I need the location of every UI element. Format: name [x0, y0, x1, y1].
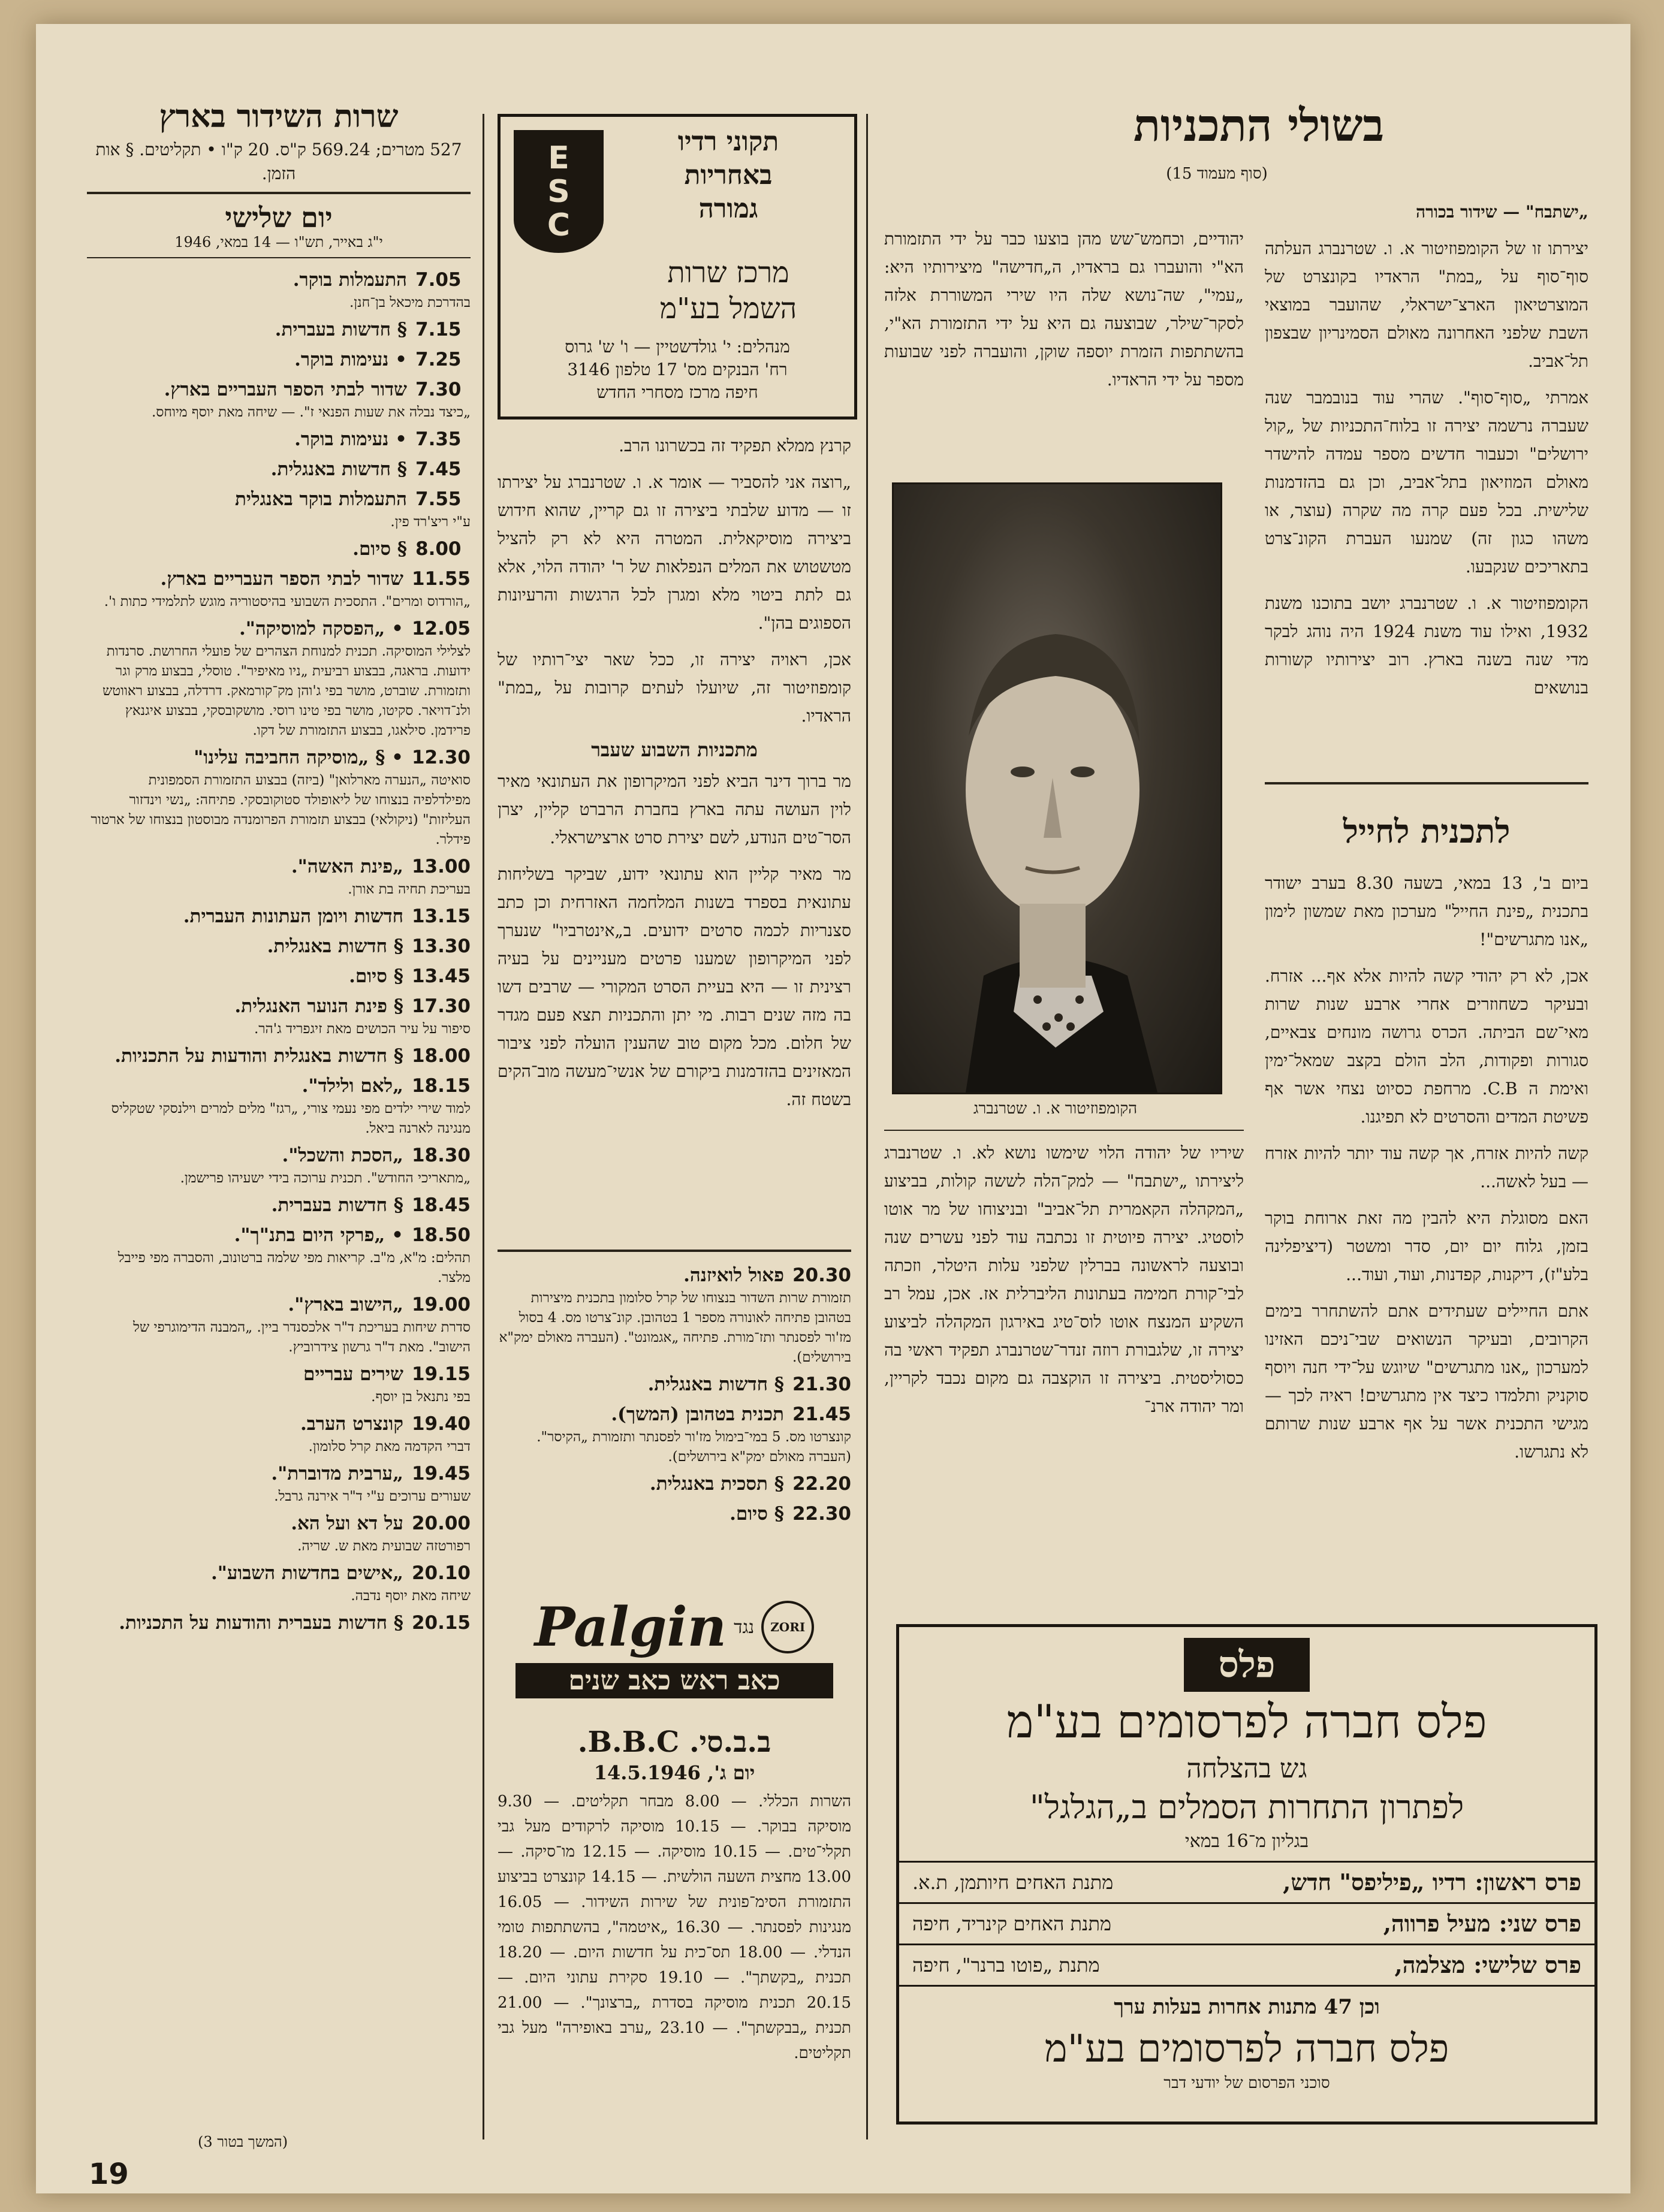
schedule-row — [87, 376, 471, 403]
schedule-time: 19.00 — [411, 1294, 471, 1315]
schedule-time: 20.30 — [792, 1265, 851, 1286]
schedule-time: 18.50 — [411, 1224, 471, 1246]
schedule-row — [87, 853, 471, 880]
schedule-row — [87, 267, 471, 293]
schedule-time: 7.35 — [415, 428, 462, 450]
schedule-note: סיפור על עיר הכושים מאת זיגפריד ג'הר. — [254, 1021, 471, 1037]
schedule-program: § חדשות בעברית. — [271, 1194, 403, 1216]
schedule-row — [498, 1371, 851, 1398]
prize-main — [1283, 1869, 1581, 1896]
schedule-row — [498, 1471, 851, 1497]
page-number: 19 — [89, 2157, 129, 2191]
schedule-note: תזמורת שרות השדור בנצוחו של קרל סלומון בתכנית מיצירות בטהובן פתיחה לאונורה מספר 1 בטהובן. קונ־צרטו מס. 4 בסול מז'ור לפסנתר ותז־מורת. פתיחה „אגמונט". (העברה מאולם ימק"א בירושלים). — [499, 1290, 851, 1365]
ad-company: מרכז שרות — [667, 256, 789, 289]
schedule-note: ע"י ריצ'רד פין. — [390, 514, 471, 530]
schedule-note: שיחה מאת יוסף נדבה. — [351, 1588, 471, 1604]
schedule-row — [87, 903, 471, 930]
schedule-time: 20.10 — [411, 1562, 471, 1584]
schedule-program: • נעימות בוקר. — [294, 349, 407, 370]
bbc-date: יום ג', 14.5.1946 — [593, 1761, 755, 1784]
article-title: בשולי התכניות — [1133, 100, 1385, 152]
paragraph: מר ברוך דינר הביא לפני המיקרופון את העתונאי מאיר לוין העושה עתה בארץ בחברת הרברט קליין, יצרן הסר־טים הנודע, לשם יצירת סרט ארצישראלי. — [498, 771, 851, 847]
schedule-program: § חדשות באנגלית. — [270, 458, 407, 480]
schedule-intro: 527 מטרים; 569.24 ק"ס. 20 ק"ו • תקליטים. § אות הזמן. — [95, 140, 462, 183]
schedule-time: 22.30 — [792, 1503, 851, 1525]
schedule-program: § פינת הנוער האנגלית. — [234, 995, 403, 1017]
schedule-note: שעורים ערוכים ע"י ד"ר אירנה גרבל. — [274, 1489, 471, 1504]
schedule-row — [87, 744, 471, 771]
schedule-program: § חדשות בעברית. — [275, 319, 407, 340]
schedule-row — [498, 1401, 851, 1428]
prize-donor: מתנת האחים חיותמן, ת.א. — [912, 1871, 1114, 1894]
schedule-time: 13.15 — [411, 906, 471, 927]
schedule-time: 18.15 — [411, 1075, 471, 1097]
schedule-program: התעמלות בוקר באנגלית — [235, 488, 407, 510]
pel-ad — [896, 1624, 1597, 2125]
divider — [884, 1130, 1244, 1131]
schedule-program: § חדשות באנגלית. — [647, 1374, 784, 1395]
schedule-time: 19.45 — [411, 1463, 471, 1484]
past-week-title: מתכניות השבוע שעבר — [591, 738, 758, 761]
article-lower-text: שיריו של יהודה הלוי שימשו נושא לא. ו. שטרנברג ליצירתו „ישתבח" — למק־הלה לששה קולות, בביצוע „המקהלה הקאמרית תל־אביב" ובניצוחו של מר אוטו לוסטיג. יצירה פיוטית זו נכתבה עוד לפני עשרים שנה ובוצעה לראשונה בברלין שלפני עלות היטלר, וזכתה לבי־קורת חמימה בעתונות הליברלית אז. אכן, עמל רב השקיע המנצח אוטו לוס־טיג באירגון המקהלה לביצוע יצירה זו, שלגבורת רוזה זנדר־שטרנברג תפקיד ראשי בה כסוליסטית. ביצירה זו הוקצבה גם מקום נכבד לקריין, ומר יהודה ארנ־ — [884, 1143, 1244, 1416]
prize-row — [899, 1863, 1594, 1904]
ad-headline: תקוני רדיו — [677, 126, 779, 157]
bbc-section — [498, 1723, 851, 2142]
schedule-time: 19.15 — [411, 1363, 471, 1385]
schedule-row — [87, 456, 471, 482]
schedule-row — [87, 1192, 471, 1218]
schedule-time: 13.45 — [411, 965, 471, 987]
divider — [498, 1250, 851, 1252]
schedule-time: 17.30 — [411, 995, 471, 1017]
prize-item: מעיל פרווה, — [1383, 1910, 1491, 1937]
schedule-note: תהלים: מ"א, מ"ב. קריאות מפי שלמה ברטונוב, והסברה מפי פייבל מלצר. — [117, 1250, 471, 1285]
paragraph: הקומפוזיטור א. ו. שטרנברג יושב בתוכנו משנת 1932, ואילו עוד משנת 1924 היה נוהג לבקר מדי שנה בשנה בארץ. רוב יצירותיו קשורות בנושאים — [1265, 593, 1588, 698]
article-continuation: (סוף מעמוד 15) — [1166, 165, 1268, 183]
paragraph: האם מסוגלת היא להבין מה זאת ארוחת בוקר בזמן, גלוח יום יום, סדר ומשטר (דיציפלינה בלע"ז), דיקנות, קפדנות, ועוד, ועוד... — [1265, 1208, 1588, 1284]
schedule-row — [87, 426, 471, 452]
schedule-program: • „פרקי היום בתנ"ך". — [234, 1224, 403, 1246]
newspaper-page — [36, 24, 1630, 2193]
schedule-row — [87, 1460, 471, 1487]
ad-managers: מנהלים: י' גולדשטיין — ו' ש' גרוס — [565, 337, 790, 357]
schedule-list — [87, 267, 471, 1636]
schedule-program: התעמלות בוקר. — [293, 269, 407, 291]
schedule-time: 13.30 — [411, 936, 471, 957]
divider — [1265, 782, 1588, 784]
ad-headline: גמורה — [698, 194, 758, 224]
logo-letter: E — [548, 140, 569, 176]
schedule-row — [87, 1043, 471, 1069]
schedule-program: שדור לבתי הספר העבריים בארץ. — [160, 568, 403, 590]
schedule-note: למוד שירי ילדים מפי נעמי צורי, „רגז" מלים למרים וילנסקי שטקליס מנגינה לארנה ביאל. — [111, 1101, 471, 1136]
radio-repair-ad — [498, 114, 857, 420]
schedule-program: • „הפסקה למוסיקה". — [239, 618, 403, 639]
schedule-program: § סיום. — [352, 538, 407, 560]
pel-line3: בגליון מ־16 במאי — [1184, 1831, 1309, 1852]
logo-letter: S — [547, 173, 570, 210]
late-schedule — [498, 1259, 851, 1576]
divider — [87, 192, 471, 194]
schedule-row — [87, 346, 471, 373]
zori-badge — [761, 1601, 814, 1653]
schedule-time: 20.15 — [411, 1612, 471, 1634]
schedule-note: בהדרכת מיכאל בן־חנן. — [349, 295, 471, 310]
schedule-program: חדשות ויומן העתונות העברית. — [183, 906, 403, 927]
schedule-time: 18.00 — [411, 1045, 471, 1067]
palgin-ad — [516, 1591, 833, 1711]
schedule-row — [87, 536, 471, 562]
schedule-row — [87, 1361, 471, 1387]
schedule-program: § סיום. — [729, 1503, 784, 1525]
palgin-sub: נגד — [734, 1616, 755, 1638]
schedule-note: „מתאריכי החודש". תכנית ערוכה בידי ישעיהו פרישמן. — [180, 1170, 471, 1186]
schedule-day: יום שלישי — [225, 201, 333, 234]
paragraph: אתם החיילים שעתידים אתם להשתחרר בימים הקרובים, ובעיקר הנשואים שבי־ניכם האזינו למערכון „אנו מתגרשים" שיוגש על־ידי חנה ויוסף סוקניק ותלמדו כיצד אין מתגרשים! ראיה לכך — מגישי התכנית אשר על אף ארבע שנות שרותם לא נתגרשו. — [1265, 1301, 1588, 1462]
schedule-program: תכנית בטהובן (המשך). — [611, 1404, 784, 1425]
pel-more: וכן 47 מתנות אחרות בעלות ערך — [1114, 1995, 1380, 2019]
schedule-program: § תסכית באנגלית. — [649, 1473, 784, 1495]
composer-photo — [892, 482, 1222, 1094]
schedule-program: § חדשות בעברית והודעות על התכניות. — [119, 1612, 403, 1634]
paragraph: מר מאיר קליין הוא עתונאי ידוע, שביקר בשליחות עתונאית בספרד בשנות המלחמה האזרחית וכן כתב סצנריות לכמה סרטים ידועים. ב„אינטרביו" שנערך לפני המיקרופון שמענו פרטים מעניינים על בעיה רצינית זו — היא בעיית הסרט המקורי — שרבים דשו בה מזה שנים רבות. מי יתן והתכניות תצא פעם מגדר של חלום. מכל מקום טוב שהענין הועלה לפני ציבור המאזינים בהזדמנות ביקורם של אנשי־מעשה מוב־הקים בשטח זה. — [498, 864, 851, 1109]
schedule-note: סואיטה „הנערה מארלואן" (ביזה) בבצוע התזמורת הסמפונית מפילדלפיה בנצוחו של ליאופולד סטוקובסקי. פתיחה: „נשי וינדזור העליזות" (ניקולאי) בבצוע תזמורת הפרומנדה מבוסטון בנצוחו של ארטור פידלר. — [91, 772, 471, 847]
schedule-program: שדור לבתי הספר העבריים בארץ. — [164, 379, 407, 400]
pel-logo-text: פלס — [1218, 1644, 1276, 1686]
schedule-time: 11.55 — [411, 568, 471, 590]
schedule-date: י"ג באייר, תש"ו — 14 במאי, 1946 — [174, 234, 383, 251]
paragraph: „רוצה אני להסביר — אומר א. ו. שטרנברג על יצירתו זו — מדוע שלבתי ביצירה זו גם קריין, שהוא חידוש ביצירה מוסיקאלית. המטרה היא לא רק להציל מטשטוש את המלים הנפלאות של ר' יהודה הלוי, אלא גם לתת ביטוי מלא ומגרן לכל הרגשות והרעיונות הספוגים בהן". — [498, 472, 851, 633]
schedule-row — [87, 1610, 471, 1636]
paragraph: קשה להיות אזרח, אך קשה עוד יותר להיות אזרח — בעל לאשה... — [1265, 1143, 1588, 1191]
paragraph: אמרתי „סוף־סוף". שהרי עוד בנובמבר שנה שעברה נרשמה יצירה זו בלוח־התכניות של „קול ירושלים" וכעבור חדשים מספר עמדה להישדר מאולם המוזיאון בתל־אביב, וכן גם בהזדמנות שלישית. בכל פעם קרה מה שקרה (עוצר, או משהו כגון זה) שמנעו העברת הקונ־צרט בתאריכים שנקבעו. — [1265, 388, 1588, 577]
schedule-row — [87, 1291, 471, 1318]
schedule-program: על דא ועל הא. — [291, 1513, 403, 1534]
schedule-program: „הישוב בארץ". — [288, 1294, 403, 1315]
schedule-row — [87, 1073, 471, 1099]
paragraph: יצירתו זו של הקומפוזיטור א. ו. שטרנברג העלתה סוף־סוף על „במת" הראדיו בקונצרט של המוצרטיאון הארצ־ישראלי, שהועבר במוצאי השבת שלפני האחרונה מאולם הסמינריון שבצפון תל־אביב. — [1265, 239, 1588, 371]
prize-row — [899, 1945, 1594, 1987]
zori-label: ZORI — [770, 1620, 806, 1634]
schedule-row — [87, 486, 471, 512]
schedule-note: קונצרטו מס. 5 במי־בימול מז'ור לפסנתר ותזמורת „הקיסר". (העברה מאולם ימק"א בירושלים). — [536, 1429, 851, 1465]
schedule-time: 21.45 — [792, 1404, 851, 1425]
schedule-title: שרות השידור בארץ — [159, 98, 399, 135]
schedule-time: 7.45 — [415, 458, 462, 480]
schedule-row — [87, 1142, 471, 1169]
schedule-program: קונצרט הערב. — [300, 1413, 403, 1435]
ad-company: השמל בע"מ — [659, 292, 797, 325]
schedule-time: 7.05 — [415, 269, 462, 291]
schedule-time: 21.30 — [792, 1374, 851, 1395]
bbc-title: ב.ב.סי. B.B.C. — [577, 1725, 771, 1759]
prize-main — [1383, 1910, 1581, 1938]
subheading: „ישתבח" — שידור בכורה — [1416, 202, 1588, 222]
schedule-note: סדרת שיחות בעריכת ד"ר אלכסנדר ביין. „המבנה הדימוגרפי של הישוב". מאת ד"ר גרשון צידרוביץ. — [133, 1320, 471, 1355]
schedule-row — [87, 933, 471, 959]
schedule-program: פאול לואיזנה. — [683, 1265, 784, 1286]
pel-footer-title: פלס חברה לפרסומים בע"מ — [1044, 2027, 1449, 2071]
schedule-program: • נעימות בוקר. — [294, 428, 407, 450]
schedule-row — [87, 316, 471, 343]
schedule-row — [498, 1262, 851, 1288]
schedule-program: „הסכת והשכל". — [282, 1145, 403, 1166]
schedule-row — [87, 1411, 471, 1437]
schedule-time: 12.30 — [411, 747, 471, 768]
schedule-time: 7.25 — [415, 349, 462, 370]
article-left-column — [884, 225, 1244, 455]
schedule-row — [87, 1222, 471, 1248]
prize-label: פרס שלישי: — [1473, 1951, 1581, 1978]
schedule-time: 22.20 — [792, 1473, 851, 1495]
schedule-row — [87, 993, 471, 1019]
schedule-program: „ערבית מדוברת". — [271, 1463, 403, 1484]
portrait-image — [894, 484, 1220, 1093]
schedule-column — [87, 96, 471, 2127]
middle-column — [498, 431, 851, 1235]
schedule-note: לצלילי המוסיקה. תכנית למנוחת הצהרים של פועלי החרושת. סרנדות ידועות. בראגה, בבצוע רביעית „ניו מאיפיר". טוסלי, בבצוע מרק וגר ותזמורת. שוברט, מושר בפי ג'והן מק־קורמאק. דרדלה, בבצוע ראווטש ולנ־דויאר. סקיטו, מושר בפי טינו רוסי. מושקובסקי, בבצוע איגנאץ פרידמן. סילאגו, בבצוע התזמורת של דקו. — [102, 644, 471, 738]
soldier-title: לתכנית לחייל — [1343, 812, 1511, 850]
palgin-slogan: כאב ראש כאב שנים — [516, 1663, 833, 1698]
pel-line2: לפתרון התחרות הסמלים ב„הגלגל" — [1029, 1788, 1464, 1826]
schedule-time: 8.00 — [415, 538, 462, 560]
schedule-time: 18.30 — [411, 1145, 471, 1166]
schedule-time: 7.55 — [415, 488, 462, 510]
schedule-row — [87, 963, 471, 989]
prize-main — [1394, 1951, 1581, 1979]
prize-donor: מתנת „פוטו ברנר", חיפה — [912, 1954, 1100, 1976]
prize-row — [899, 1904, 1594, 1945]
schedule-row — [498, 1501, 851, 1527]
schedule-program: § סיום. — [349, 965, 403, 987]
schedule-time: 7.15 — [415, 319, 462, 340]
pel-logo — [1184, 1638, 1310, 1692]
bbc-body: השרות הכללי. — 8.00 מבחר תקליטים. — 9.30 מוסיקה בבוקר. — 10.15 מוסיקה לרקודים מעל גבי תקלי־טים. — 10.15 מוסיקה. — 12.15 מו־סיקה. — 13.00 מחצית השעה הולשית. — 14.15 קונצרט בביצוע התזמורת הסימ־פונית של שירות השידור. — 16.05 מנגינות לפסנתר. — 16.30 „איטמה", בהשתתפות טומי הנדלי. — 18.00 תס־כית על חדשות היום. — 18.20 תכנית „בקשתך". — 19.10 סקירת עתוני היום. — 20.15 תכנית מוסיקה בסדרת „ברצונך". — 21.00 תכנית „בבקשתך". — 23.10 „ערב באופירה" מעל גבי תקליטים. — [498, 1792, 851, 2062]
schedule-note: רפורטזה שבועית מאת ש. שריה. — [297, 1538, 471, 1554]
paragraph: אכן, לא רק יהודי קשה להיות אלא אף... אזרח. ובעיקר כשחוזרים אחרי ארבע שנות שרות מאי־שם הביתה. הכרס גרושה מונחים צבאיים, סגורות ופקודות, הלב הולם בקצב שמאל־ימין ואימת ה C.B. מרחפת כסיוט נצחי אשר אף פשיטת המדים והסרטים לא תפיגנו. — [1265, 966, 1588, 1127]
column-divider — [866, 114, 868, 2139]
schedule-program: „אישים בחדשות השבוע". — [210, 1562, 403, 1584]
soldier-column — [1265, 869, 1588, 1612]
pel-title: פלס חברה לפרסומים בע"מ — [1006, 1695, 1487, 1748]
paragraph: אכן, ראויה יצירה זו, ככל שאר יצי־רותיו של קומפוזיטור זה, שיועלו לעתים קרובות על „במת" הראדיו. — [498, 650, 851, 726]
schedule-time: 7.30 — [415, 379, 462, 400]
schedule-time: 12.05 — [411, 618, 471, 639]
divider — [87, 257, 471, 258]
schedule-continued: (המשך בטור 3) — [198, 2133, 288, 2150]
schedule-note: בעריכת תחיה בת אורן. — [348, 882, 471, 897]
article-lower-column — [884, 1139, 1244, 1612]
schedule-note: „כיצד נבלה את שעות הפנאי ז". — שיחה מאת יוסף מיוחס. — [152, 405, 471, 420]
schedule-note: „הורדוס ומרים". התסכית השבועי בהיסטוריה מוגש לתלמידי כתות ו'. — [104, 594, 471, 609]
pel-line1: גש בהצלחה — [1186, 1754, 1307, 1784]
prize-label: פרס שני: — [1499, 1910, 1581, 1937]
past-week-text — [498, 767, 851, 1113]
schedule-time: 20.00 — [411, 1513, 471, 1534]
schedule-row — [87, 1510, 471, 1537]
schedule-time: 19.40 — [411, 1413, 471, 1435]
schedule-program: § חדשות באנגלית והודעות על התכניות. — [114, 1045, 403, 1067]
prize-label: פרס ראשון: — [1475, 1869, 1581, 1896]
schedule-time: 13.00 — [411, 856, 471, 877]
schedule-program: שירים עבריים — [303, 1363, 403, 1385]
schedule-row — [87, 615, 471, 642]
ad-city: חיפה מרכז מסחרי החדש — [596, 382, 758, 402]
schedule-note: דברי הקדמה מאת קרל סלומון. — [308, 1439, 471, 1454]
schedule-program: „לאם ולילד". — [302, 1075, 403, 1097]
schedule-row — [87, 1560, 471, 1586]
paragraph: ביום ב', 13 במאי, בשעה 8.30 בערב ישודר בתכנית „פינת החייל" מערכון מאת שמשון לימון „אנו מתגרשים"! — [1265, 873, 1588, 949]
schedule-program: „פינת האשה". — [291, 856, 403, 877]
middle-intro — [498, 431, 851, 730]
esc-logo — [514, 130, 604, 253]
prize-item: רדיו „פיליפס" חדש, — [1283, 1869, 1467, 1896]
schedule-note: בפי נתנאל בן יוסף. — [371, 1389, 471, 1405]
paragraph: יהודיים, וכחמש־שש מהן בוצעו כבר על ידי התזמורת הא"י והועברו גם בראדיו, ה„חדישה" מיצירותיו היא: „עמי", שה־נושא שלה היו שירי המשוררת אלזה לסקר־שילר, שבוצעה גם היא על ידי התזמורת הא"י, בהשתתפות הזמרת יוספה שוקן, והועברה לפני שבועות מספר על ידי הראדיו. — [884, 229, 1244, 390]
logo-letter: C — [547, 207, 571, 243]
palgin-brand: Palgin — [534, 1595, 727, 1659]
prize-donor: מתנת האחים קינריד, חיפה — [912, 1912, 1111, 1935]
ad-headline: באחריות — [684, 160, 773, 191]
schedule-program: • § „מוסיקה החביבה עלינו" — [194, 747, 403, 768]
schedule-program: § חדשות באנגלית. — [267, 936, 403, 957]
photo-caption: הקומפוזיטור א. ו. שטרנברג — [973, 1100, 1138, 1118]
ad-address: רח' הבנקים מס' 17 טלפון 3146 — [567, 360, 788, 379]
article-right-column — [1265, 198, 1588, 767]
pel-footer-sub: סוכני הפרסום של יודעי דבר — [1163, 2074, 1330, 2092]
column-divider — [483, 114, 484, 2139]
schedule-row — [87, 566, 471, 592]
schedule-time: 18.45 — [411, 1194, 471, 1216]
paragraph: קרנץ ממלא תפקיד זה בכשרונו הרב. — [619, 436, 851, 455]
prize-item: מצלמה, — [1394, 1951, 1466, 1978]
